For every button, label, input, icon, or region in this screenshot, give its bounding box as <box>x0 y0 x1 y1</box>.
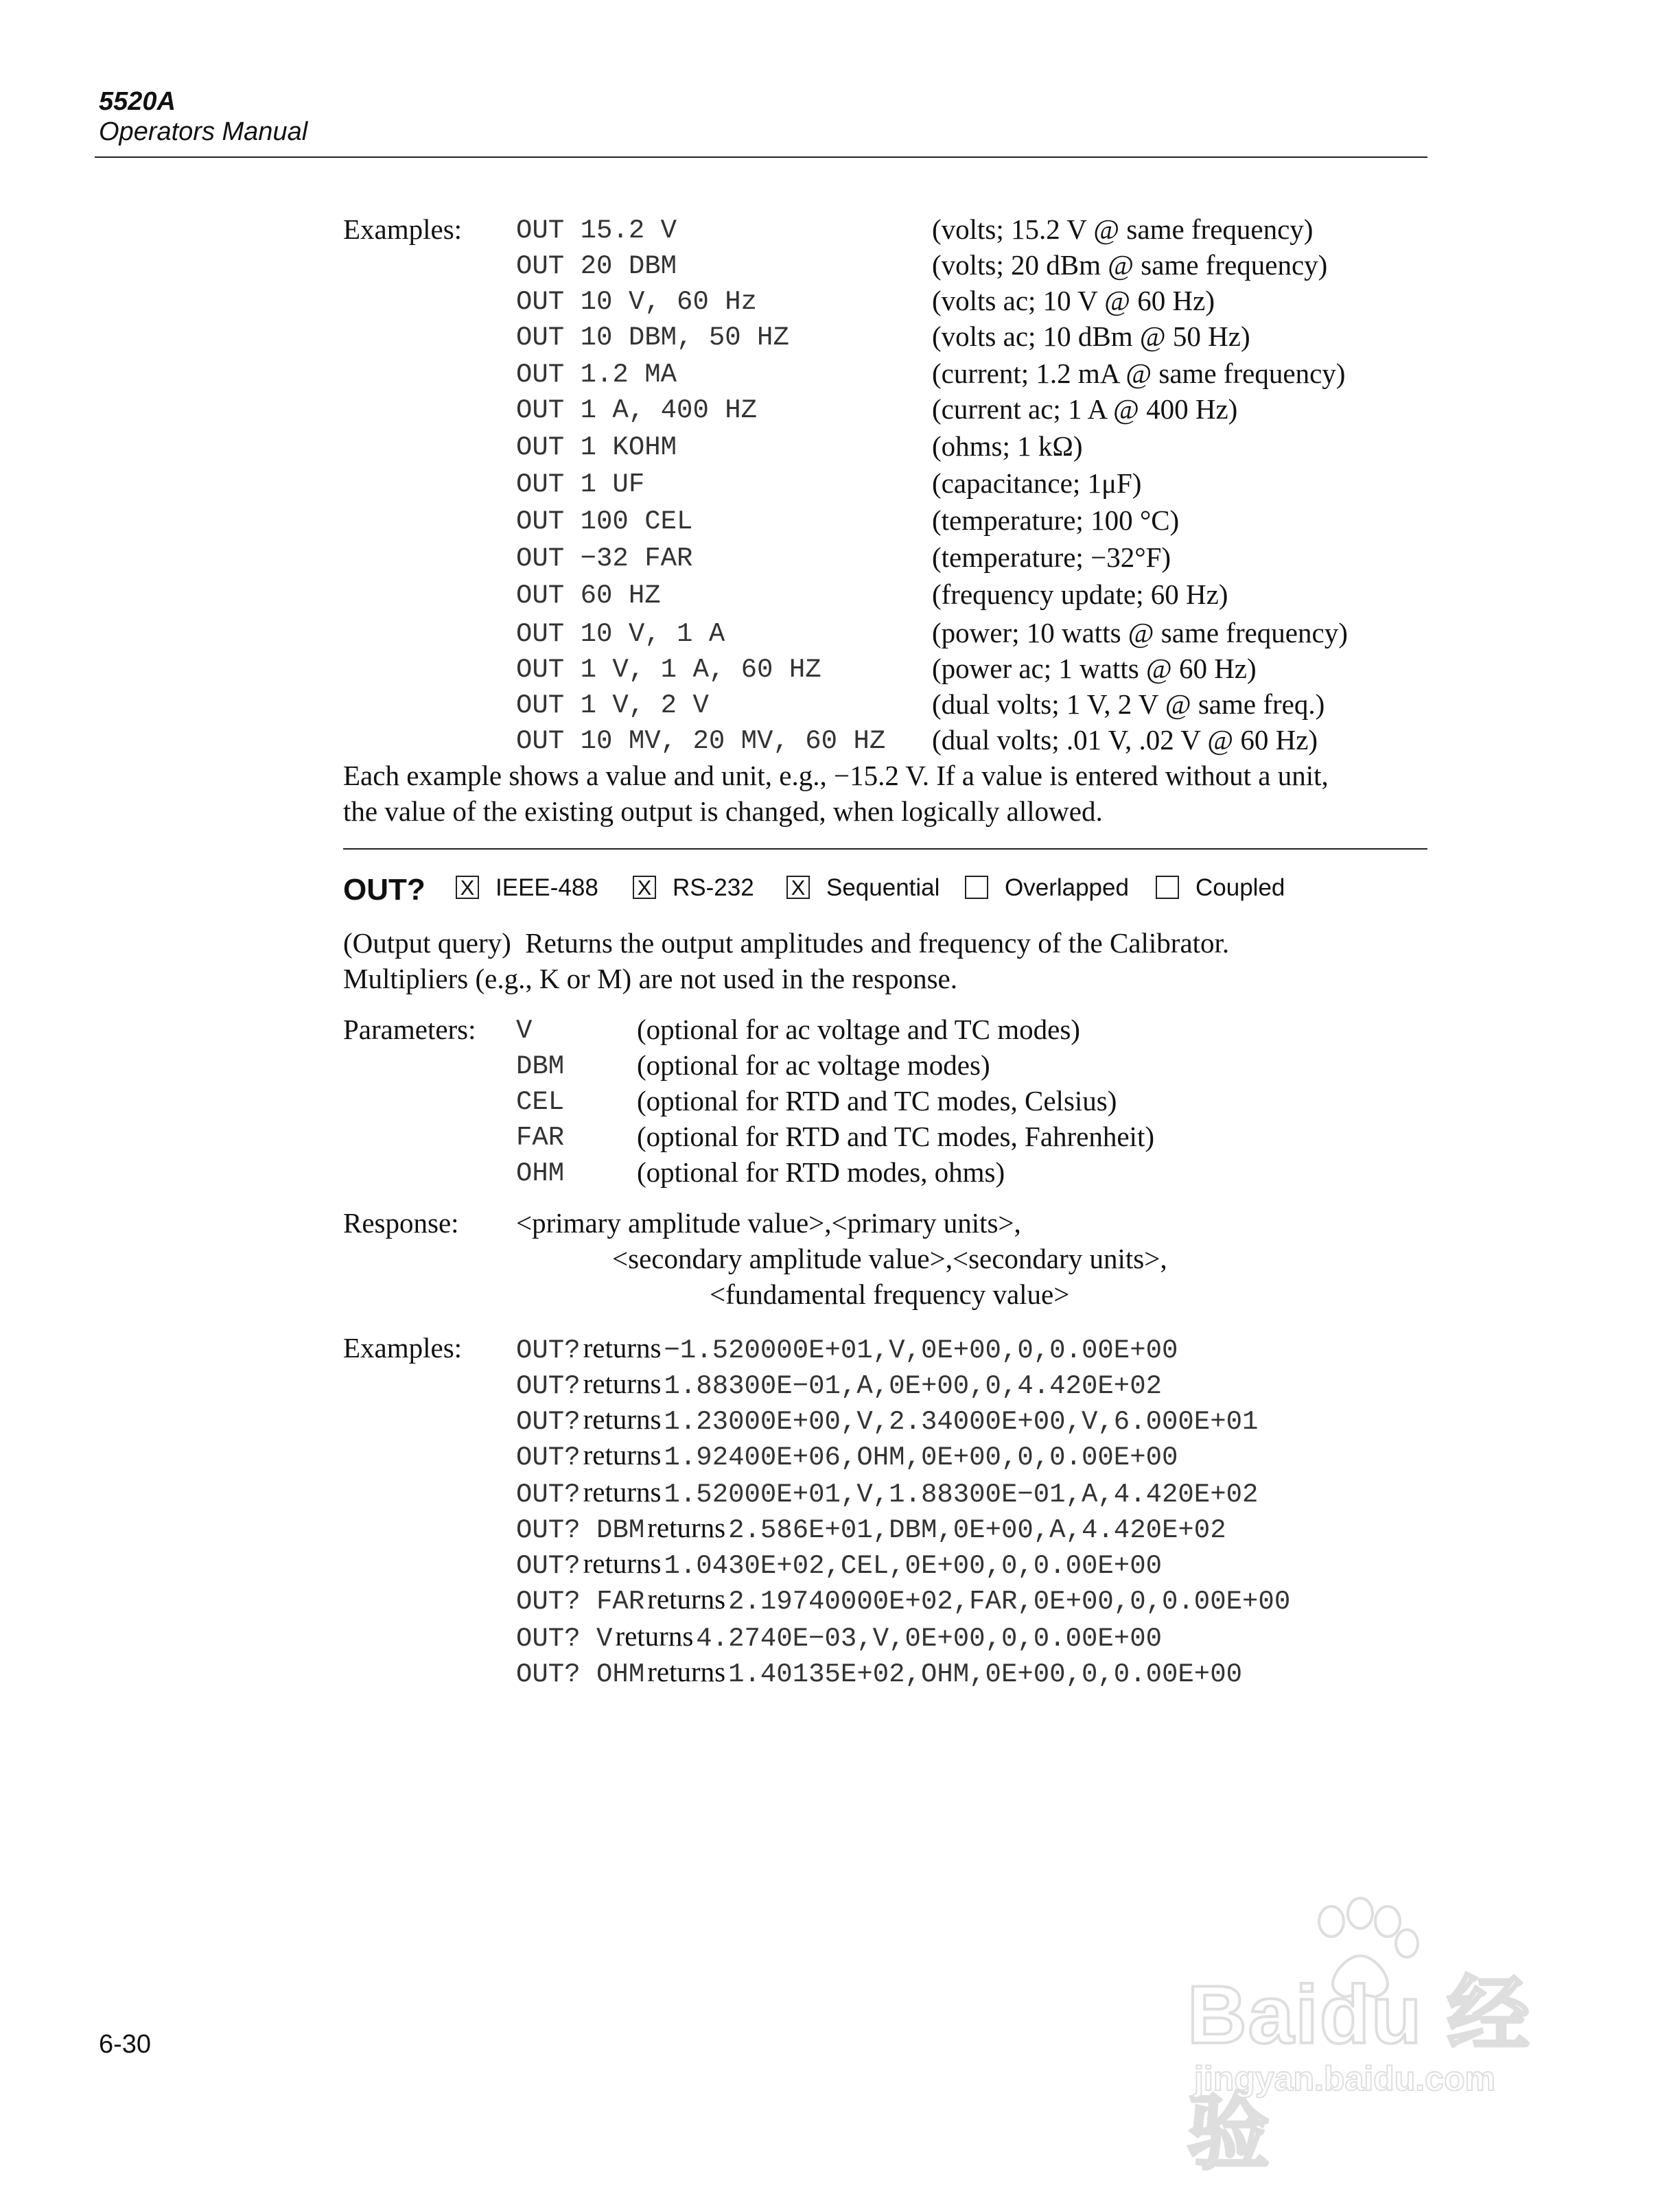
query-example-value: 4.2740E−03,V,0E+00,0,0.00E+00 <box>696 1624 1163 1654</box>
flag-label-rs232: RS-232 <box>673 874 754 901</box>
example-command: OUT 20 DBM <box>516 251 677 281</box>
manual-subtitle: Operators Manual <box>99 117 308 146</box>
response-line-1: <primary amplitude value>,<primary units>, <box>516 1207 1021 1239</box>
examples-note-line-1: Each example shows a value and unit, e.g., −15.2 V. If a value is entered without a unit, <box>343 760 1329 791</box>
query-example-row <box>516 1582 1290 1617</box>
example-command: OUT −32 FAR <box>516 544 693 574</box>
query-example-value: 2.19740000E+02,FAR,0E+00,0,0.00E+00 <box>728 1587 1291 1617</box>
query-example-value: −1.520000E+01,V,0E+00,0,0.00E+00 <box>664 1335 1178 1366</box>
parameter-name: FAR <box>516 1123 565 1153</box>
query-example-command: OUT? OHM <box>516 1659 645 1690</box>
flag-label-overlapped: Overlapped <box>1005 874 1129 901</box>
parameter-name: DBM <box>516 1051 565 1082</box>
parameter-description: (optional for ac voltage modes) <box>637 1049 990 1081</box>
query-example-command: OUT? <box>516 1442 581 1473</box>
query-example-row <box>516 1438 1178 1473</box>
query-example-returns-word: returns <box>583 1368 662 1399</box>
parameter-description: (optional for ac voltage and TC modes) <box>637 1014 1080 1045</box>
query-example-row <box>516 1331 1178 1366</box>
examples-note-line-2: the value of the existing output is changed, when logically allowed. <box>343 795 1103 827</box>
page-number: 6-30 <box>99 2030 152 2059</box>
query-example-value: 2.586E+01,DBM,0E+00,A,4.420E+02 <box>728 1515 1226 1545</box>
query-example-row <box>516 1655 1242 1690</box>
example-command: OUT 1.2 MA <box>516 360 677 390</box>
response-line-2: <secondary amplitude value>,<secondary units>, <box>612 1243 1167 1274</box>
query-example-row <box>516 1620 1162 1654</box>
query-example-returns-word: returns <box>583 1332 662 1364</box>
example-command: OUT 10 MV, 20 MV, 60 HZ <box>516 726 886 756</box>
query-example-row <box>516 1475 1258 1510</box>
query-example-command: OUT? <box>516 1407 581 1437</box>
command-title: OUT? <box>343 873 425 907</box>
query-example-value: 1.0430E+02,CEL,0E+00,0,0.00E+00 <box>664 1551 1163 1581</box>
query-example-returns-word: returns <box>647 1656 726 1687</box>
query-example-returns-word: returns <box>647 1512 726 1543</box>
query-examples-label: Examples: <box>343 1332 463 1364</box>
header-divider <box>95 156 1427 158</box>
example-description: (volts; 20 dBm @ same frequency) <box>932 249 1328 281</box>
query-example-returns-word: returns <box>583 1547 662 1579</box>
command-description-line-2: Multipliers (e.g., K or M) are not used in the response. <box>343 963 957 994</box>
query-example-command: OUT? DBM <box>516 1515 645 1545</box>
example-description: (capacitance; 1μF) <box>932 467 1142 499</box>
flag-label-sequential: Sequential <box>826 874 940 901</box>
example-description: (dual volts; 1 V, 2 V @ same freq.) <box>932 688 1325 720</box>
query-example-command: OUT? FAR <box>516 1587 645 1617</box>
parameter-name: V <box>516 1016 533 1046</box>
checkbox-ieee488: X <box>456 876 479 899</box>
checkbox-sequential: X <box>786 876 810 899</box>
example-command: OUT 1 UF <box>516 469 645 500</box>
examples-label: Examples: <box>343 213 463 245</box>
manual-model: 5520A <box>99 87 176 116</box>
query-example-value: 1.88300E−01,A,0E+00,0,4.420E+02 <box>664 1371 1163 1401</box>
section-divider <box>343 848 1427 850</box>
query-example-command: OUT? <box>516 1551 581 1581</box>
example-command: OUT 1 V, 1 A, 60 HZ <box>516 655 821 685</box>
query-example-command: OUT? V <box>516 1624 613 1654</box>
command-description-line-1: (Output query) Returns the output amplitudes and frequency of the Calibrator. <box>343 927 1230 959</box>
flag-label-coupled: Coupled <box>1195 874 1285 901</box>
query-example-row <box>516 1367 1162 1401</box>
example-command: OUT 100 CEL <box>516 506 693 537</box>
query-example-command: OUT? <box>516 1335 581 1366</box>
query-example-row <box>516 1511 1226 1545</box>
example-command: OUT 1 KOHM <box>516 432 677 463</box>
query-example-returns-word: returns <box>583 1476 662 1508</box>
example-description: (power; 10 watts @ same frequency) <box>932 617 1348 649</box>
query-example-value: 1.40135E+02,OHM,0E+00,0,0.00E+00 <box>728 1659 1243 1690</box>
parameters-label: Parameters: <box>343 1014 476 1045</box>
example-description: (current ac; 1 A @ 400 Hz) <box>932 393 1238 425</box>
flag-label-ieee488: IEEE-488 <box>495 874 598 901</box>
checkbox-rs232: X <box>633 876 656 899</box>
query-example-returns-word: returns <box>647 1583 726 1615</box>
example-description: (dual volts; .01 V, .02 V @ 60 Hz) <box>932 724 1318 756</box>
query-example-value: 1.52000E+01,V,1.88300E−01,A,4.420E+02 <box>664 1480 1259 1510</box>
example-command: OUT 60 HZ <box>516 581 661 611</box>
parameter-name: OHM <box>516 1158 565 1189</box>
query-example-row <box>516 1547 1162 1581</box>
checkbox-coupled <box>1156 876 1179 899</box>
example-command: OUT 10 DBM, 50 HZ <box>516 323 789 353</box>
parameter-description: (optional for RTD modes, ohms) <box>637 1156 1005 1188</box>
example-description: (ohms; 1 kΩ) <box>932 430 1083 462</box>
example-description: (current; 1.2 mA @ same frequency) <box>932 358 1346 389</box>
example-command: OUT 15.2 V <box>516 215 677 246</box>
parameter-name: CEL <box>516 1087 565 1117</box>
query-example-row <box>516 1403 1258 1437</box>
response-label: Response: <box>343 1207 459 1239</box>
example-description: (power ac; 1 watts @ 60 Hz) <box>932 653 1257 684</box>
watermark-brand: Baidu 经验 <box>1187 1969 1531 2179</box>
example-command: OUT 1 V, 2 V <box>516 690 709 721</box>
watermark-url: jingyan.baidu.com <box>1194 2059 1495 2098</box>
query-example-returns-word: returns <box>583 1403 662 1435</box>
query-example-returns-word: returns <box>615 1620 694 1652</box>
example-command: OUT 1 A, 400 HZ <box>516 395 758 425</box>
example-description: (volts; 15.2 V @ same frequency) <box>932 213 1314 245</box>
query-example-returns-word: returns <box>583 1439 662 1471</box>
query-example-value: 1.92400E+06,OHM,0E+00,0,0.00E+00 <box>664 1442 1178 1473</box>
example-description: (temperature; 100 °C) <box>932 504 1180 536</box>
baidu-watermark <box>1167 1894 1578 2179</box>
checkbox-overlapped <box>965 876 988 899</box>
parameter-description: (optional for RTD and TC modes, Fahrenheit) <box>637 1121 1154 1152</box>
query-example-command: OUT? <box>516 1480 581 1510</box>
example-description: (volts ac; 10 V @ 60 Hz) <box>932 285 1215 316</box>
example-command: OUT 10 V, 60 Hz <box>516 287 758 317</box>
response-line-3: <fundamental frequency value> <box>710 1278 1070 1310</box>
query-example-value: 1.23000E+00,V,2.34000E+00,V,6.000E+01 <box>664 1407 1259 1437</box>
parameter-description: (optional for RTD and TC modes, Celsius) <box>637 1085 1117 1117</box>
example-description: (temperature; −32°F) <box>932 541 1171 573</box>
example-command: OUT 10 V, 1 A <box>516 619 725 649</box>
example-description: (volts ac; 10 dBm @ 50 Hz) <box>932 320 1250 352</box>
query-example-command: OUT? <box>516 1371 581 1401</box>
example-description: (frequency update; 60 Hz) <box>932 579 1228 610</box>
